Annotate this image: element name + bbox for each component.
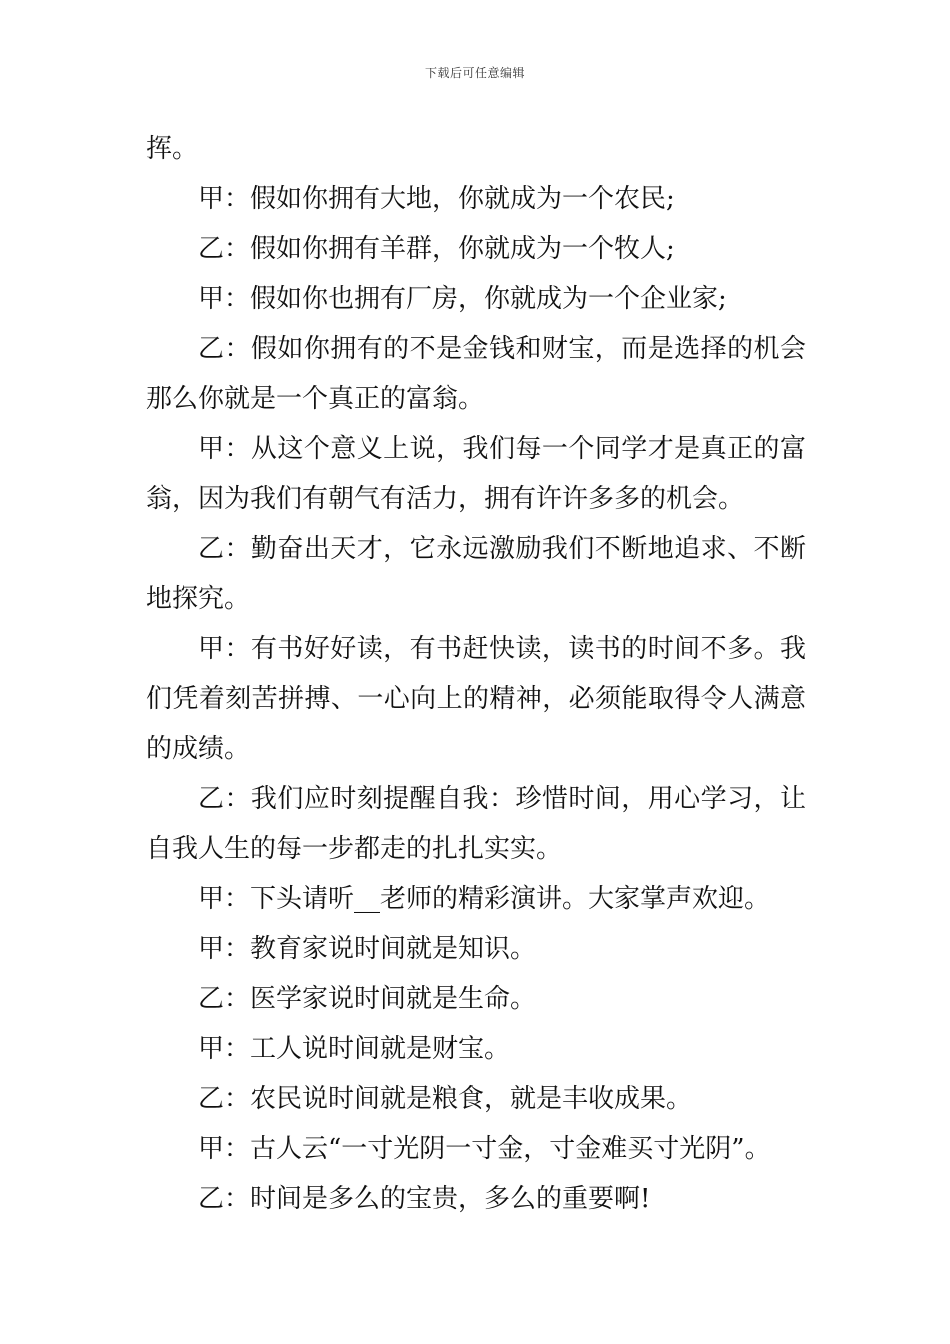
paragraph: 甲：古人云“一寸光阴一寸金，寸金难买寸光阴”。	[198, 1134, 771, 1164]
paragraph: 乙：时间是多么的宝贵，多么的重要啊!	[198, 1184, 651, 1214]
document-body	[146, 124, 806, 1224]
paragraph: 乙：医学家说时间就是生命。	[198, 984, 537, 1014]
paragraph: 乙：勤奋出天才，它永远激励我们不断地追求、不断地探究。	[146, 534, 806, 614]
paragraph: 甲：假如你拥有大地，你就成为一个农民;	[198, 184, 675, 214]
paragraph: 甲：假如你也拥有厂房，你就成为一个企业家;	[198, 284, 727, 314]
page-header: 下载后可任意编辑	[424, 66, 525, 80]
paragraph: 甲：有书好好读，有书赶快读，读书的时间不多。我们凭着刻苦拼搏、一心向上的精神，必须能取得令人满意的成绩。	[146, 634, 806, 764]
paragraph: 乙：假如你拥有羊群，你就成为一个牧人;	[198, 234, 675, 264]
paragraph: 挥。	[146, 134, 199, 164]
paragraph: 甲：从这个意义上说，我们每一个同学才是真正的富翁，因为我们有朝气有活力，拥有许许多多的机会。	[146, 434, 806, 514]
paragraph: 乙：我们应时刻提醒自我：珍惜时间，用心学习，让自我人生的每一步都走的扎扎实实。	[146, 784, 806, 864]
paragraph: 甲：下头请听__老师的精彩演讲。大家掌声欢迎。	[198, 884, 771, 914]
paragraph: 甲：教育家说时间就是知识。	[198, 934, 537, 964]
paragraph: 乙：农民说时间就是粮食，就是丰收成果。	[198, 1084, 693, 1114]
paragraph: 甲：工人说时间就是财宝。	[198, 1034, 511, 1064]
paragraph: 乙：假如你拥有的不是金钱和财宝，而是选择的机会那么你就是一个真正的富翁。	[146, 334, 806, 414]
